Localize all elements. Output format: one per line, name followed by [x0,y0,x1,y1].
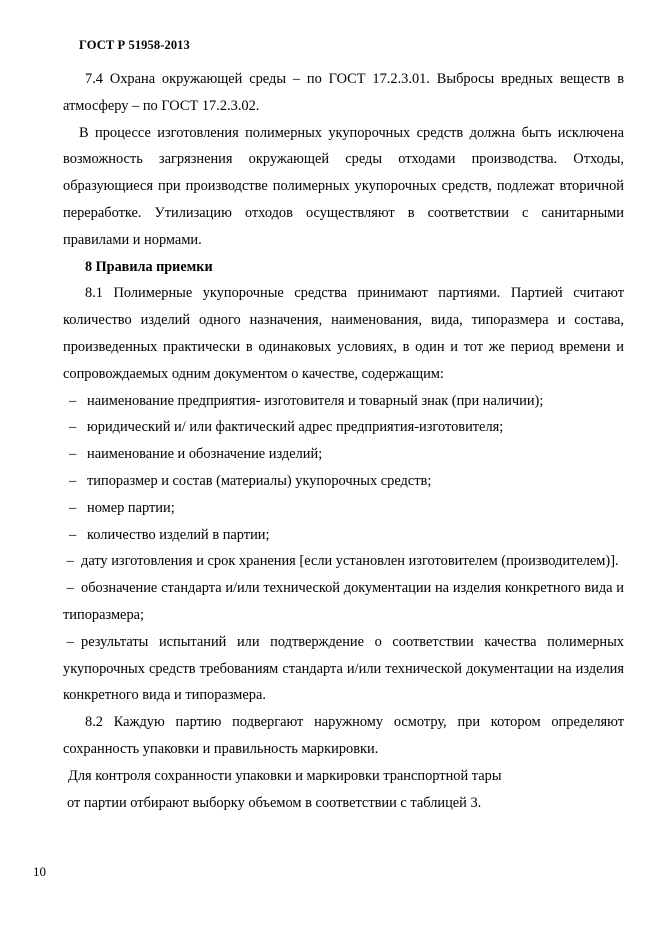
list-item: – наименование и обозначение изделий; [63,441,624,468]
list-item: – обозначение стандарта и/или технической документации на изделия конкретного вида и типоразмера; [63,575,624,629]
list-item: – результаты испытаний или подтверждение о соответствии качества полимерных укупорочных средств требованиям стандарта и/или технической документации на изделия конкретного вида и типоразмера. [63,629,624,709]
paragraph-8-2-continued: Для контроля сохранности упаковки и маркировки транспортной тары [68,767,502,784]
document-body [63,66,624,816]
list-item: – количество изделий в партии; [63,522,624,549]
dash-marker: – [69,472,77,489]
list-item: – типоразмер и состав (материалы) укупорочных средств; [63,468,624,495]
dash-marker: – [63,633,74,650]
paragraph-8-2: 8.2 Каждую партию подвергают наружному осмотру, при котором определяют сохранность упаковки и правильность маркировки. [63,714,624,757]
document-contents-list [63,388,624,710]
dash-marker: – [69,419,77,436]
page-number: 10 [33,864,46,879]
section-heading-8: 8 Правила приемки [85,258,213,275]
paragraph-7-4: 7.4 Охрана окружающей среды – по ГОСТ 17.2.3.01. Выбросы вредных веществ в атмосферу – по ГОСТ 17.2.3.02. [63,71,624,114]
list-item: – номер партии; [63,495,624,522]
paragraph-8-1: 8.1 Полимерные укупорочные средства принимают партиями. Партией считают количество изделий одного назначения, наименования, вида, типоразмера и состава, произведенных практически в одинаковых условиях, в один и тот же период времени и сопровождаемых одним документом о качестве, содержащим: [63,285,624,382]
standard-header: ГОСТ Р 51958-2013 [79,38,190,52]
dash-marker: – [69,446,77,463]
dash-marker: – [69,392,77,409]
dash-marker: – [63,580,74,597]
dash-marker: – [69,526,77,543]
paragraph-environment: В процессе изготовления полимерных укупорочных средств должна быть исключена возможность загрязнения окружающей среды отходами производства. Отходы, образующиеся при производстве полимерных укупорочных средств, подлежат вторичной переработке. Утилизацию отходов осуществляют в соответствии с санитарными правилами и нормами. [63,124,624,248]
list-item: – наименование предприятия- изготовителя и товарный знак (при наличии); [63,388,624,415]
paragraph-8-2-sample: от партии отбирают выборку объемом в соответствии с таблицей 3. [67,794,482,811]
dash-marker: – [63,553,74,570]
list-item: – юридический и/ или фактический адрес предприятия-изготовителя; [63,414,624,441]
dash-marker: – [69,499,77,516]
list-item: – дату изготовления и срок хранения [если установлен изготовителем (производителем)]. [63,548,624,575]
